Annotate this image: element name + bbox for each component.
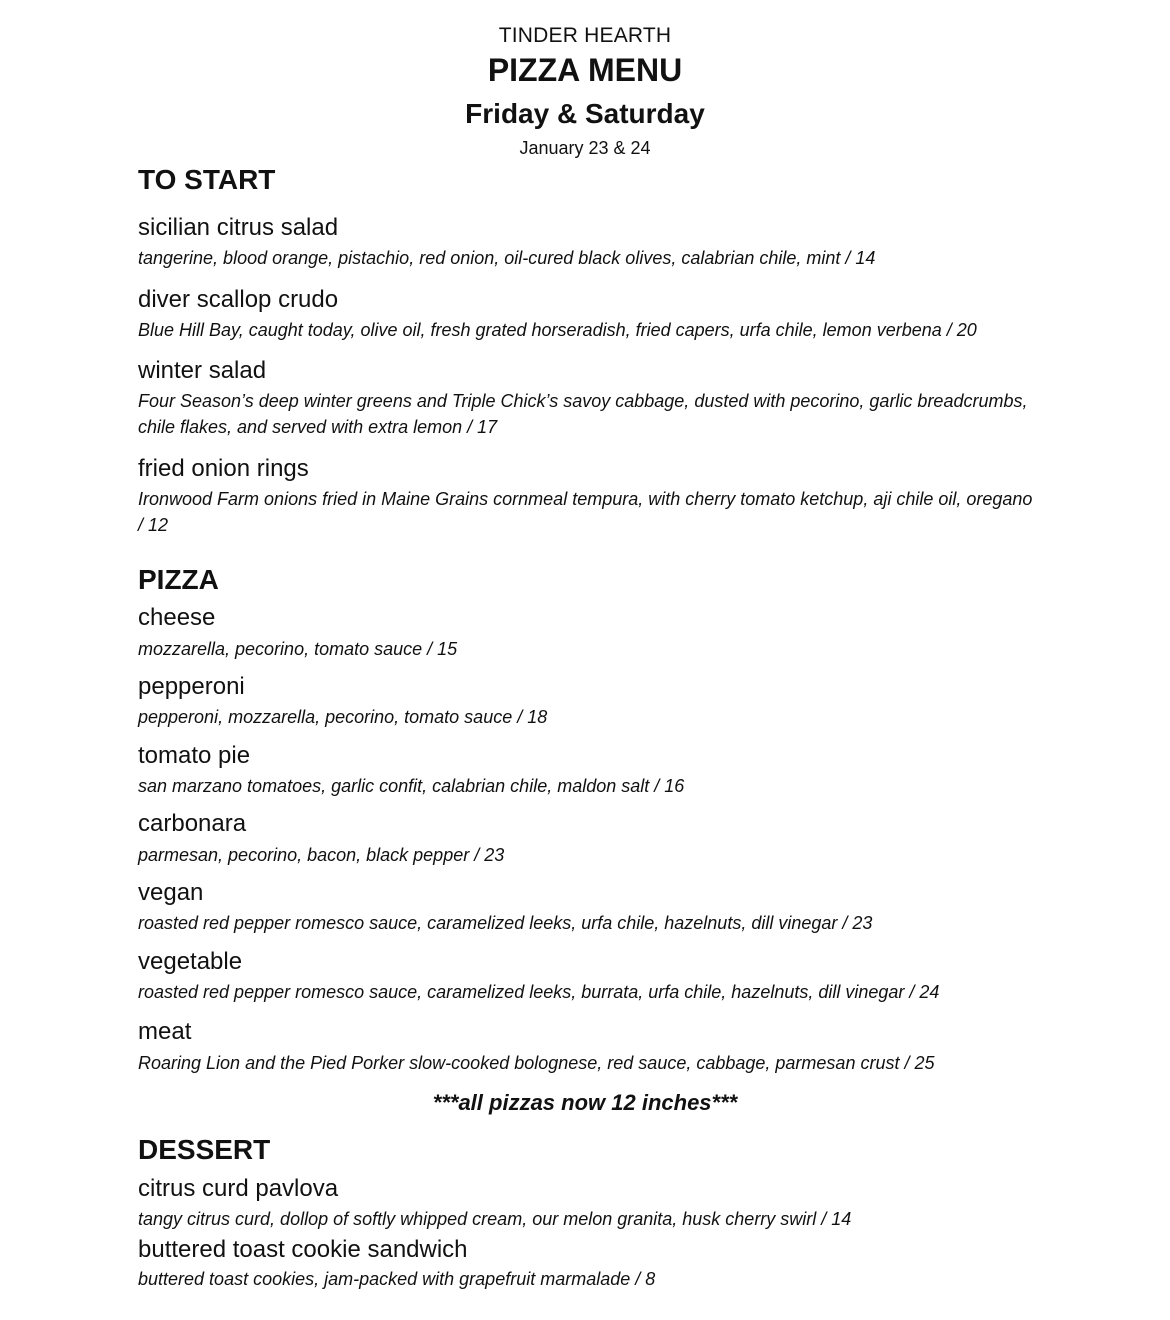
- item-name: vegetable: [138, 948, 243, 975]
- section-heading-pizza: PIZZA: [138, 564, 219, 595]
- item-name: vegan: [138, 879, 204, 906]
- item-name: fried onion rings: [138, 455, 309, 482]
- item-name: diver scallop crudo: [138, 286, 339, 313]
- item-name: buttered toast cookie sandwich: [138, 1236, 468, 1263]
- menu-days: Friday & Saturday: [465, 98, 705, 129]
- item-description: tangerine, blood orange, pistachio, red onion, oil-cured black olives, calabrian chile, mint / 14: [138, 248, 876, 268]
- section-heading-to-start: TO START: [138, 164, 276, 195]
- item-description: Roaring Lion and the Pied Porker slow-cooked bolognese, red sauce, cabbage, parmesan crust / 25: [138, 1053, 935, 1073]
- item-description: Blue Hill Bay, caught today, olive oil, fresh grated horseradish, fried capers, urfa chile, lemon verbena / 20: [138, 320, 977, 340]
- item-name: meat: [138, 1018, 192, 1045]
- item-name: carbonara: [138, 810, 247, 837]
- item-description: roasted red pepper romesco sauce, caramelized leeks, burrata, urfa chile, hazelnuts, dill vinegar / 24: [138, 982, 940, 1002]
- item-description: pepperoni, mozzarella, pecorino, tomato sauce / 18: [138, 707, 548, 727]
- item-description: mozzarella, pecorino, tomato sauce / 15: [138, 639, 458, 659]
- menu-dates: January 23 & 24: [519, 138, 651, 158]
- item-description: roasted red pepper romesco sauce, caramelized leeks, urfa chile, hazelnuts, dill vinegar / 23: [138, 913, 873, 933]
- item-description: Ironwood Farm onions fried in Maine Grains cornmeal tempura, with cherry tomato ketchup, aji chile oil, oregano / 12: [138, 489, 1033, 535]
- item-name: pepperoni: [138, 673, 245, 700]
- item-name: citrus curd pavlova: [138, 1175, 339, 1202]
- section-heading-dessert: DESSERT: [138, 1134, 271, 1165]
- pizza-size-note: ***all pizzas now 12 inches***: [432, 1090, 738, 1115]
- item-name: sicilian citrus salad: [138, 214, 339, 241]
- item-name: tomato pie: [138, 742, 251, 769]
- item-description: parmesan, pecorino, bacon, black pepper / 23: [138, 845, 505, 865]
- item-description: tangy citrus curd, dollop of softly whipped cream, our melon granita, husk cherry swirl / 14: [138, 1209, 852, 1229]
- restaurant-name: TINDER HEARTH: [498, 24, 672, 47]
- item-description: Four Season’s deep winter greens and Triple Chick’s savoy cabbage, dusted with pecorino, garlic breadcrumbs, chile flakes, and served with extra lemon / 17: [138, 391, 1028, 437]
- item-name: winter salad: [138, 357, 267, 384]
- menu-title: PIZZA MENU: [487, 52, 683, 88]
- item-description: san marzano tomatoes, garlic confit, calabrian chile, maldon salt / 16: [138, 776, 685, 796]
- item-name: cheese: [138, 604, 216, 631]
- item-description: buttered toast cookies, jam-packed with grapefruit marmalade / 8: [138, 1269, 656, 1289]
